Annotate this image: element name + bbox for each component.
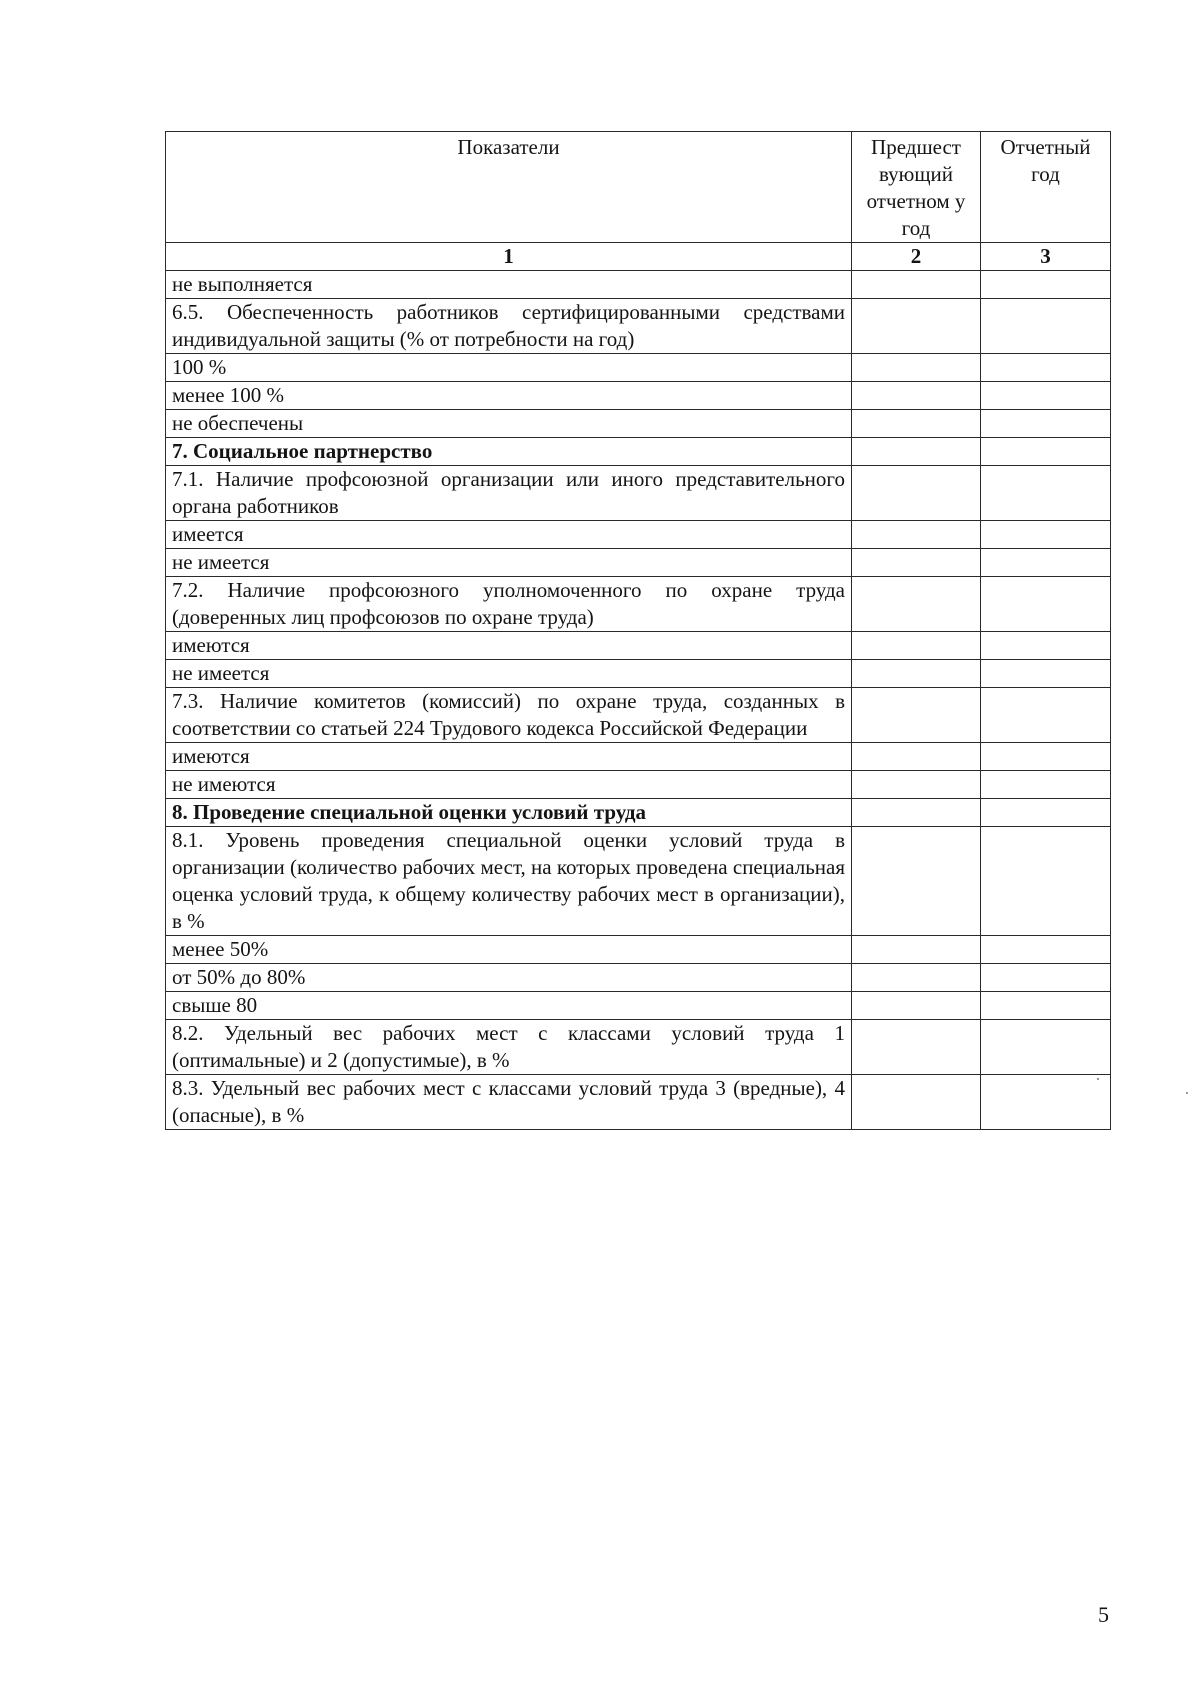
table-row (166, 688, 1111, 743)
previous-year-value-cell (852, 1020, 981, 1075)
reporting-year-value-cell (981, 382, 1111, 410)
table-row (166, 992, 1111, 1020)
previous-year-value-cell (852, 771, 981, 799)
reporting-year-value-cell (981, 1075, 1111, 1130)
indicator-cell: менее 50% (166, 936, 852, 964)
indicator-cell: 7.2. Наличие профсоюзного уполномоченного по охране труда (доверенных лиц профсоюзов по охране труда) (166, 577, 852, 632)
previous-year-value-cell (852, 632, 981, 660)
indicators-table (165, 131, 1111, 1130)
previous-year-value-cell (852, 577, 981, 632)
reporting-year-value-cell (981, 354, 1111, 382)
table-row (166, 771, 1111, 799)
indicator-cell: от 50% до 80% (166, 964, 852, 992)
previous-year-value-cell (852, 521, 981, 549)
reporting-year-value-cell (981, 936, 1111, 964)
reporting-year-value-cell (981, 743, 1111, 771)
table-row (166, 660, 1111, 688)
indicator-cell: 6.5. Обеспеченность работников сертифицированными средствами индивидуальной защиты (% от потребности на год) (166, 299, 852, 354)
previous-year-value-cell (852, 688, 981, 743)
previous-year-value-cell (852, 410, 981, 438)
previous-year-value-cell (852, 660, 981, 688)
table-row (166, 549, 1111, 577)
page-number: 5 (1098, 1602, 1109, 1627)
table-header-row (166, 132, 1111, 243)
previous-year-value-cell (852, 299, 981, 354)
table-column-numbers-row (166, 243, 1111, 271)
reporting-year-value-cell (981, 827, 1111, 936)
indicator-cell: имеются (166, 743, 852, 771)
column-number-3: 3 (981, 243, 1111, 271)
indicator-cell: имеются (166, 632, 852, 660)
reporting-year-value-cell (981, 299, 1111, 354)
reporting-year-value-cell (981, 438, 1111, 466)
indicator-cell: не выполняется (166, 271, 852, 299)
scan-speck (1097, 1078, 1099, 1080)
previous-year-value-cell (852, 827, 981, 936)
indicator-cell: менее 100 % (166, 382, 852, 410)
table-row (166, 799, 1111, 827)
previous-year-value-cell (852, 466, 981, 521)
reporting-year-value-cell (981, 688, 1111, 743)
previous-year-value-cell (852, 964, 981, 992)
table-row (166, 936, 1111, 964)
previous-year-value-cell (852, 354, 981, 382)
table-row (166, 632, 1111, 660)
indicator-cell: не обеспечены (166, 410, 852, 438)
reporting-year-value-cell (981, 799, 1111, 827)
reporting-year-value-cell (981, 771, 1111, 799)
reporting-year-value-cell (981, 577, 1111, 632)
header-reporting-year: Отчетный год (981, 132, 1111, 243)
reporting-year-value-cell (981, 1020, 1111, 1075)
table-row (166, 299, 1111, 354)
previous-year-value-cell (852, 992, 981, 1020)
previous-year-value-cell (852, 799, 981, 827)
table-row (166, 271, 1111, 299)
previous-year-value-cell (852, 382, 981, 410)
previous-year-value-cell (852, 438, 981, 466)
reporting-year-value-cell (981, 466, 1111, 521)
previous-year-value-cell (852, 936, 981, 964)
reporting-year-value-cell (981, 992, 1111, 1020)
table-row (166, 577, 1111, 632)
indicator-cell: 8.3. Удельный вес рабочих мест с классами условий труда 3 (вредные), 4 (опасные), в % (166, 1075, 852, 1130)
previous-year-value-cell (852, 743, 981, 771)
indicator-cell: 8.2. Удельный вес рабочих мест с классами условий труда 1 (оптимальные) и 2 (допустимые), в % (166, 1020, 852, 1075)
reporting-year-value-cell (981, 660, 1111, 688)
table-row (166, 827, 1111, 936)
indicator-cell: свыше 80 (166, 992, 852, 1020)
indicator-cell: имеется (166, 521, 852, 549)
indicator-cell: 100 % (166, 354, 852, 382)
table-row (166, 743, 1111, 771)
reporting-year-value-cell (981, 964, 1111, 992)
table-row (166, 382, 1111, 410)
table-row (166, 354, 1111, 382)
previous-year-value-cell (852, 271, 981, 299)
header-indicators: Показатели (166, 132, 852, 243)
table-row (166, 1075, 1111, 1130)
indicators-table-body (166, 132, 1111, 1130)
reporting-year-value-cell (981, 410, 1111, 438)
column-number-1: 1 (166, 243, 852, 271)
section-heading-cell: 7. Социальное партнерство (166, 438, 852, 466)
indicator-cell: не имеется (166, 549, 852, 577)
table-row (166, 466, 1111, 521)
previous-year-value-cell (852, 549, 981, 577)
reporting-year-value-cell (981, 521, 1111, 549)
section-heading-cell: 8. Проведение специальной оценки условий труда (166, 799, 852, 827)
indicator-cell: не имеется (166, 660, 852, 688)
column-number-2: 2 (852, 243, 981, 271)
indicator-cell: 8.1. Уровень проведения специальной оценки условий труда в организации (количество рабочих мест, на которых проведена специальная оценка условий труда, к общему количеству рабочих мест в организации), в % (166, 827, 852, 936)
indicator-cell: 7.1. Наличие профсоюзной организации или иного представительного органа работников (166, 466, 852, 521)
reporting-year-value-cell (981, 271, 1111, 299)
reporting-year-value-cell (981, 549, 1111, 577)
scan-speck (1186, 1092, 1188, 1094)
table-row (166, 521, 1111, 549)
reporting-year-value-cell (981, 632, 1111, 660)
indicator-cell: не имеются (166, 771, 852, 799)
table-row (166, 1020, 1111, 1075)
indicator-cell: 7.3. Наличие комитетов (комиссий) по охране труда, созданных в соответствии со статьей 224 Трудового кодекса Российской Федерации (166, 688, 852, 743)
previous-year-value-cell (852, 1075, 981, 1130)
header-previous-year: Предшест вующий отчетном у год (852, 132, 981, 243)
table-row (166, 964, 1111, 992)
table-row (166, 410, 1111, 438)
table-row (166, 438, 1111, 466)
